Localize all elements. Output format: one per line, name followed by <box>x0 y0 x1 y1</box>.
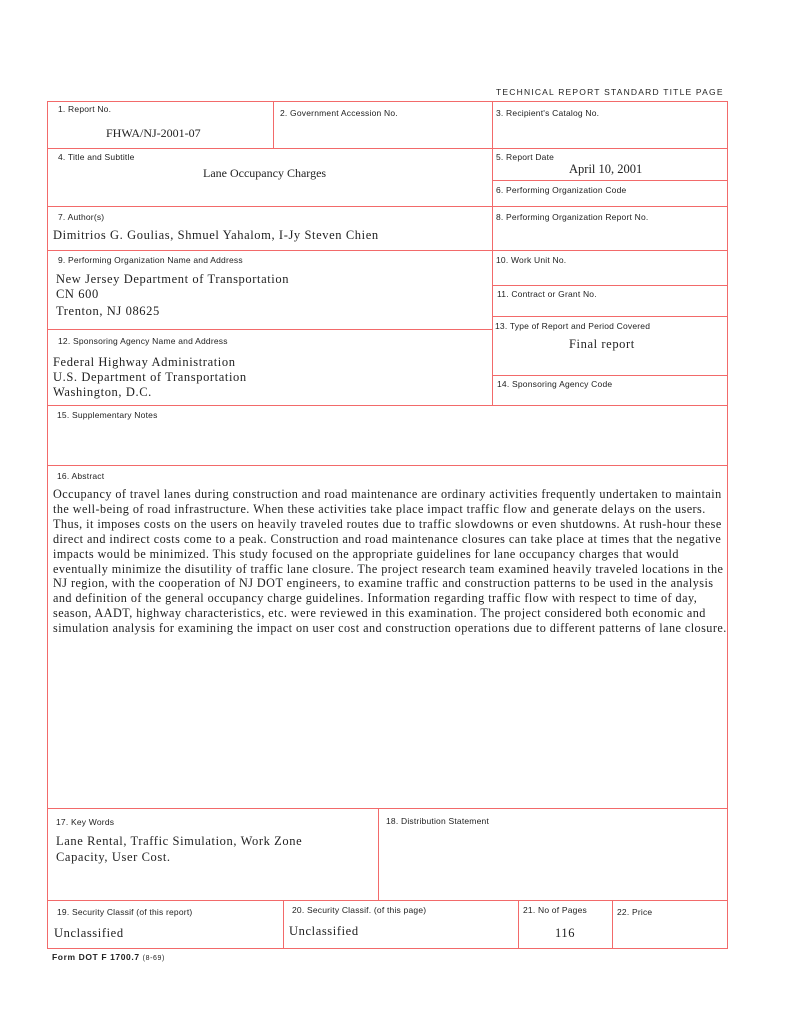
key-words-value <box>56 833 302 865</box>
authors-label: 7. Author(s) <box>58 212 105 222</box>
report-date-label: 5. Report Date <box>496 152 555 162</box>
report-date-value: April 10, 2001 <box>569 162 643 176</box>
form-number-text: Form DOT F 1700.7 <box>52 952 140 962</box>
performing-org-line: Trenton, NJ 08625 <box>56 304 160 318</box>
government-accession-label: 2. Government Accession No. <box>280 108 398 118</box>
key-words-line: Lane Rental, Traffic Simulation, Work Zone <box>56 834 303 848</box>
sponsoring-agency-address <box>53 355 247 400</box>
security-classif-page-value: Unclassified <box>289 924 359 938</box>
performing-org-address <box>56 272 289 319</box>
price-label: 22. Price <box>617 907 653 917</box>
security-classif-report-value: Unclassified <box>54 926 124 940</box>
report-no-label: 1. Report No. <box>58 104 112 114</box>
report-no-value: FHWA/NJ-2001-07 <box>106 126 201 140</box>
sponsoring-agency-line: U.S. Department of Transportation <box>53 370 247 384</box>
form-revision: (8-69) <box>142 955 165 962</box>
key-words-label: 17. Key Words <box>56 817 115 827</box>
performing-org-name-label: 9. Performing Organization Name and Address <box>58 255 243 265</box>
work-unit-label: 10. Work Unit No. <box>496 255 567 265</box>
no-of-pages-label: 21. No of Pages <box>523 905 587 915</box>
sponsoring-agency-code-label: 14. Sponsoring Agency Code <box>497 379 613 389</box>
abstract-label: 16. Abstract <box>57 471 105 481</box>
recipient-catalog-label: 3. Recipient's Catalog No. <box>496 108 600 118</box>
performing-org-line: CN 600 <box>56 287 99 301</box>
no-of-pages-value: 116 <box>555 926 576 940</box>
supplementary-notes-label: 15. Supplementary Notes <box>57 410 158 420</box>
form-header-title: TECHNICAL REPORT STANDARD TITLE PAGE <box>496 87 724 97</box>
sponsoring-agency-line: Washington, D.C. <box>53 385 152 399</box>
performing-org-line: New Jersey Department of Transportation <box>56 272 290 286</box>
performing-org-report-label: 8. Performing Organization Report No. <box>496 212 649 222</box>
sponsoring-agency-line: Federal Highway Administration <box>53 355 236 369</box>
authors-value: Dimitrios G. Goulias, Shmuel Yahalom, I-Jy Steven Chien <box>53 228 379 242</box>
security-classif-report-label: 19. Security Classif (of this report) <box>57 907 193 917</box>
title-subtitle-label: 4. Title and Subtitle <box>58 152 135 162</box>
key-words-line: Capacity, User Cost. <box>56 850 171 864</box>
form-number <box>52 952 165 962</box>
distribution-statement-label: 18. Distribution Statement <box>386 816 489 826</box>
security-classif-page-label: 20. Security Classif. (of this page) <box>292 905 427 915</box>
report-type-value: Final report <box>569 337 635 351</box>
contract-grant-label: 11. Contract or Grant No. <box>497 289 597 299</box>
sponsoring-agency-name-label: 12. Sponsoring Agency Name and Address <box>58 336 228 346</box>
title-value: Lane Occupancy Charges <box>203 166 327 180</box>
performing-org-code-label: 6. Performing Organization Code <box>496 185 627 195</box>
report-type-label: 13. Type of Report and Period Covered <box>495 321 651 331</box>
abstract-text: Occupancy of travel lanes during construction and road maintenance are ordinary activities frequently undertaken to maintain the well-being of road infrastructure. When these activities take place impact traffic flow and generate delays on the users. Thus, it imposes costs on the users on heavily traveled routes due to traffic slowdowns or even shutdowns. At rush-hour these direct and indirect costs come to a peak. Construction and road maintenance closures can take place at times that the negative impacts would be minimized. This study focused on the appropriate guidelines for lane occupancy charges that would eventually minimize the disutility of traffic lane closure. The project research team examined heavily traveled locations in the NJ region, with the cooperation of NJ DOT engineers, to examine traffic and construction patterns to be used in the analysis and definition of the general occupancy charge guidelines. Information regarding traffic flow with respect to time of day, season, AADT, highway characteristics, etc. were reviewed in this examination. The project considered both economic and simulation analysis for examining the impact on user cost and construction operations due to different patterns of lane closure. <box>53 487 727 636</box>
